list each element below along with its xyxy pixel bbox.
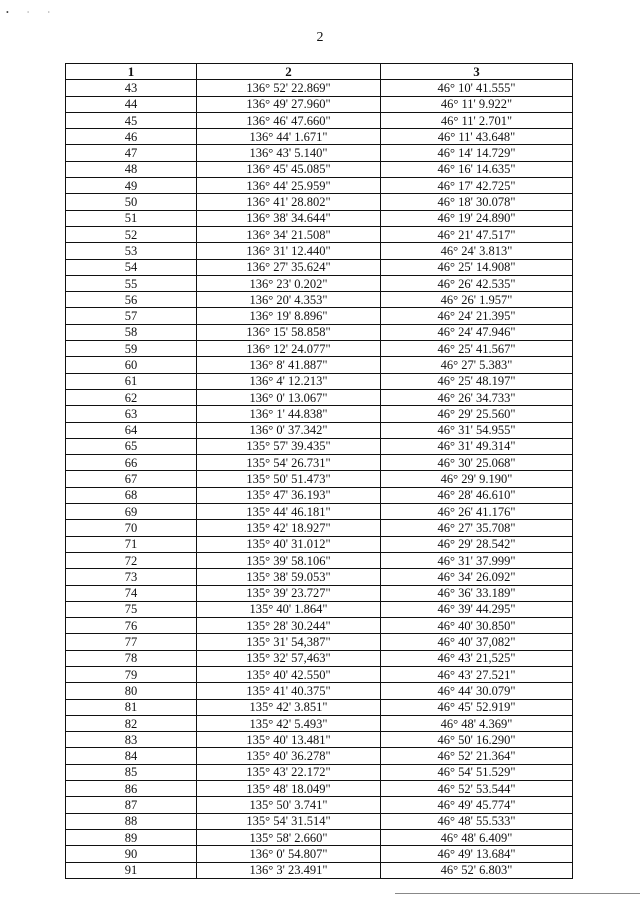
table-header-row xyxy=(66,64,573,80)
longitude-cell: 136° 20' 4.353" xyxy=(197,292,381,308)
table-row xyxy=(66,699,573,715)
point-number-cell: 67 xyxy=(66,471,197,487)
longitude-cell: 136° 15' 58.858" xyxy=(197,324,381,340)
table-row xyxy=(66,161,573,177)
scan-edge-line xyxy=(395,893,640,894)
latitude-cell: 46° 24' 47.946" xyxy=(381,324,573,340)
point-number-cell: 47 xyxy=(66,145,197,161)
point-number-cell: 85 xyxy=(66,764,197,780)
longitude-cell: 135° 57' 39.435" xyxy=(197,438,381,454)
point-number-cell: 54 xyxy=(66,259,197,275)
point-number-cell: 65 xyxy=(66,438,197,454)
latitude-cell: 46° 11' 2.701" xyxy=(381,112,573,128)
longitude-cell: 136° 27' 35.624" xyxy=(197,259,381,275)
table-row xyxy=(66,422,573,438)
point-number-cell: 57 xyxy=(66,308,197,324)
longitude-cell: 135° 42' 5.493" xyxy=(197,715,381,731)
latitude-cell: 46° 24' 21.395" xyxy=(381,308,573,324)
table-row xyxy=(66,666,573,682)
table-row xyxy=(66,520,573,536)
table-row xyxy=(66,585,573,601)
point-number-cell: 75 xyxy=(66,601,197,617)
point-number-cell: 90 xyxy=(66,846,197,862)
longitude-cell: 135° 42' 18.927" xyxy=(197,520,381,536)
point-number-cell: 84 xyxy=(66,748,197,764)
table-row xyxy=(66,650,573,666)
longitude-cell: 136° 0' 37.342" xyxy=(197,422,381,438)
column-header-point: 1 xyxy=(66,64,197,80)
latitude-cell: 46° 36' 33.189" xyxy=(381,585,573,601)
table-row xyxy=(66,455,573,471)
table-row xyxy=(66,226,573,242)
latitude-cell: 46° 52' 6.803" xyxy=(381,862,573,878)
point-number-cell: 73 xyxy=(66,569,197,585)
point-number-cell: 81 xyxy=(66,699,197,715)
longitude-cell: 135° 54' 31.514" xyxy=(197,813,381,829)
table-row xyxy=(66,275,573,291)
table-row xyxy=(66,732,573,748)
table-row xyxy=(66,846,573,862)
table-row xyxy=(66,145,573,161)
point-number-cell: 62 xyxy=(66,389,197,405)
table-row xyxy=(66,80,573,96)
table-row xyxy=(66,813,573,829)
longitude-cell: 136° 38' 34.644" xyxy=(197,210,381,226)
scan-specks: • · · xyxy=(6,8,59,17)
table-body xyxy=(66,80,573,879)
longitude-cell: 135° 40' 13.481" xyxy=(197,732,381,748)
page-number: 2 xyxy=(316,30,324,45)
longitude-cell: 136° 8' 41.887" xyxy=(197,357,381,373)
table-row xyxy=(66,748,573,764)
latitude-cell: 46° 27' 35.708" xyxy=(381,520,573,536)
point-number-cell: 51 xyxy=(66,210,197,226)
latitude-cell: 46° 43' 21,525" xyxy=(381,650,573,666)
table-row xyxy=(66,406,573,422)
point-number-cell: 72 xyxy=(66,552,197,568)
latitude-cell: 46° 54' 51.529" xyxy=(381,764,573,780)
latitude-cell: 46° 17' 42.725" xyxy=(381,178,573,194)
coordinates-table xyxy=(65,63,573,879)
table-row xyxy=(66,764,573,780)
latitude-cell: 46° 26' 1.957" xyxy=(381,292,573,308)
longitude-cell: 136° 31' 12.440" xyxy=(197,243,381,259)
table-row xyxy=(66,634,573,650)
latitude-cell: 46° 40' 30.850" xyxy=(381,618,573,634)
longitude-cell: 136° 44' 1.671" xyxy=(197,129,381,145)
longitude-cell: 136° 45' 45.085" xyxy=(197,161,381,177)
table-row xyxy=(66,129,573,145)
latitude-cell: 46° 29' 25.560" xyxy=(381,406,573,422)
table-row xyxy=(66,552,573,568)
longitude-cell: 135° 32' 57,463" xyxy=(197,650,381,666)
longitude-cell: 136° 19' 8.896" xyxy=(197,308,381,324)
latitude-cell: 46° 26' 34.733" xyxy=(381,389,573,405)
table-row xyxy=(66,829,573,845)
longitude-cell: 136° 0' 54.807" xyxy=(197,846,381,862)
longitude-cell: 136° 46' 47.660" xyxy=(197,112,381,128)
latitude-cell: 46° 26' 42.535" xyxy=(381,275,573,291)
point-number-cell: 43 xyxy=(66,80,197,96)
longitude-cell: 135° 58' 2.660" xyxy=(197,829,381,845)
latitude-cell: 46° 30' 25.068" xyxy=(381,455,573,471)
point-number-cell: 76 xyxy=(66,618,197,634)
latitude-cell: 46° 39' 44.295" xyxy=(381,601,573,617)
latitude-cell: 46° 21' 47.517" xyxy=(381,226,573,242)
table-row xyxy=(66,797,573,813)
table-row xyxy=(66,715,573,731)
latitude-cell: 46° 14' 14.729" xyxy=(381,145,573,161)
latitude-cell: 46° 26' 41.176" xyxy=(381,504,573,520)
point-number-cell: 78 xyxy=(66,650,197,666)
latitude-cell: 46° 48' 4.369" xyxy=(381,715,573,731)
point-number-cell: 87 xyxy=(66,797,197,813)
latitude-cell: 46° 31' 37.999" xyxy=(381,552,573,568)
table-row xyxy=(66,862,573,878)
latitude-cell: 46° 48' 55.533" xyxy=(381,813,573,829)
table-row xyxy=(66,194,573,210)
latitude-cell: 46° 49' 13.684" xyxy=(381,846,573,862)
point-number-cell: 50 xyxy=(66,194,197,210)
point-number-cell: 80 xyxy=(66,683,197,699)
point-number-cell: 66 xyxy=(66,455,197,471)
table-row xyxy=(66,357,573,373)
longitude-cell: 136° 4' 12.213" xyxy=(197,373,381,389)
point-number-cell: 55 xyxy=(66,275,197,291)
longitude-cell: 135° 50' 51.473" xyxy=(197,471,381,487)
point-number-cell: 89 xyxy=(66,829,197,845)
longitude-cell: 135° 31' 54,387" xyxy=(197,634,381,650)
longitude-cell: 136° 43' 5.140" xyxy=(197,145,381,161)
latitude-cell: 46° 52' 21.364" xyxy=(381,748,573,764)
latitude-cell: 46° 45' 52.919" xyxy=(381,699,573,715)
point-number-cell: 86 xyxy=(66,781,197,797)
latitude-cell: 46° 48' 6.409" xyxy=(381,829,573,845)
point-number-cell: 56 xyxy=(66,292,197,308)
longitude-cell: 135° 47' 36.193" xyxy=(197,487,381,503)
table-row xyxy=(66,781,573,797)
point-number-cell: 45 xyxy=(66,112,197,128)
longitude-cell: 135° 40' 31.012" xyxy=(197,536,381,552)
longitude-cell: 135° 40' 1.864" xyxy=(197,601,381,617)
longitude-cell: 136° 34' 21.508" xyxy=(197,226,381,242)
latitude-cell: 46° 18' 30.078" xyxy=(381,194,573,210)
table-row xyxy=(66,471,573,487)
longitude-cell: 135° 48' 18.049" xyxy=(197,781,381,797)
latitude-cell: 46° 24' 3.813" xyxy=(381,243,573,259)
longitude-cell: 136° 41' 28.802" xyxy=(197,194,381,210)
longitude-cell: 136° 12' 24.077" xyxy=(197,341,381,357)
longitude-cell: 135° 39' 23.727" xyxy=(197,585,381,601)
latitude-cell: 46° 11' 9.922" xyxy=(381,96,573,112)
table-row xyxy=(66,601,573,617)
point-number-cell: 64 xyxy=(66,422,197,438)
longitude-cell: 136° 23' 0.202" xyxy=(197,275,381,291)
longitude-cell: 136° 1' 44.838" xyxy=(197,406,381,422)
point-number-cell: 46 xyxy=(66,129,197,145)
longitude-cell: 135° 41' 40.375" xyxy=(197,683,381,699)
table-row xyxy=(66,96,573,112)
table-row xyxy=(66,210,573,226)
point-number-cell: 71 xyxy=(66,536,197,552)
point-number-cell: 59 xyxy=(66,341,197,357)
point-number-cell: 88 xyxy=(66,813,197,829)
latitude-cell: 46° 52' 53.544" xyxy=(381,781,573,797)
longitude-cell: 135° 38' 59.053" xyxy=(197,569,381,585)
table-row xyxy=(66,569,573,585)
table-row xyxy=(66,341,573,357)
point-number-cell: 79 xyxy=(66,666,197,682)
table-row xyxy=(66,504,573,520)
latitude-cell: 46° 31' 49.314" xyxy=(381,438,573,454)
longitude-cell: 135° 54' 26.731" xyxy=(197,455,381,471)
point-number-cell: 49 xyxy=(66,178,197,194)
point-number-cell: 74 xyxy=(66,585,197,601)
latitude-cell: 46° 11' 43.648" xyxy=(381,129,573,145)
latitude-cell: 46° 50' 16.290" xyxy=(381,732,573,748)
latitude-cell: 46° 49' 45.774" xyxy=(381,797,573,813)
longitude-cell: 135° 43' 22.172" xyxy=(197,764,381,780)
point-number-cell: 60 xyxy=(66,357,197,373)
latitude-cell: 46° 31' 54.955" xyxy=(381,422,573,438)
point-number-cell: 63 xyxy=(66,406,197,422)
longitude-cell: 136° 0' 13.067" xyxy=(197,389,381,405)
latitude-cell: 46° 10' 41.555" xyxy=(381,80,573,96)
latitude-cell: 46° 43' 27.521" xyxy=(381,666,573,682)
latitude-cell: 46° 34' 26.092" xyxy=(381,569,573,585)
point-number-cell: 58 xyxy=(66,324,197,340)
latitude-cell: 46° 29' 28.542" xyxy=(381,536,573,552)
table-row xyxy=(66,243,573,259)
longitude-cell: 136° 3' 23.491" xyxy=(197,862,381,878)
table-row xyxy=(66,308,573,324)
longitude-cell: 135° 39' 58.106" xyxy=(197,552,381,568)
longitude-cell: 136° 49' 27.960" xyxy=(197,96,381,112)
point-number-cell: 70 xyxy=(66,520,197,536)
latitude-cell: 46° 27' 5.383" xyxy=(381,357,573,373)
column-header-latitude: 3 xyxy=(381,64,573,80)
longitude-cell: 135° 40' 36.278" xyxy=(197,748,381,764)
point-number-cell: 48 xyxy=(66,161,197,177)
table-row xyxy=(66,683,573,699)
point-number-cell: 52 xyxy=(66,226,197,242)
point-number-cell: 83 xyxy=(66,732,197,748)
column-header-longitude: 2 xyxy=(197,64,381,80)
point-number-cell: 91 xyxy=(66,862,197,878)
point-number-cell: 69 xyxy=(66,504,197,520)
point-number-cell: 61 xyxy=(66,373,197,389)
table-row xyxy=(66,292,573,308)
longitude-cell: 135° 28' 30.244" xyxy=(197,618,381,634)
longitude-cell: 136° 52' 22.869" xyxy=(197,80,381,96)
longitude-cell: 135° 50' 3.741" xyxy=(197,797,381,813)
table-row xyxy=(66,373,573,389)
table-row xyxy=(66,324,573,340)
point-number-cell: 68 xyxy=(66,487,197,503)
latitude-cell: 46° 25' 14.908" xyxy=(381,259,573,275)
latitude-cell: 46° 40' 37,082" xyxy=(381,634,573,650)
table-row xyxy=(66,112,573,128)
point-number-cell: 82 xyxy=(66,715,197,731)
longitude-cell: 136° 44' 25.959" xyxy=(197,178,381,194)
table-row xyxy=(66,259,573,275)
point-number-cell: 77 xyxy=(66,634,197,650)
table-row xyxy=(66,618,573,634)
point-number-cell: 44 xyxy=(66,96,197,112)
latitude-cell: 46° 25' 41.567" xyxy=(381,341,573,357)
table-row xyxy=(66,178,573,194)
longitude-cell: 135° 40' 42.550" xyxy=(197,666,381,682)
table-row xyxy=(66,389,573,405)
latitude-cell: 46° 16' 14.635" xyxy=(381,161,573,177)
table-row xyxy=(66,487,573,503)
latitude-cell: 46° 29' 9.190" xyxy=(381,471,573,487)
point-number-cell: 53 xyxy=(66,243,197,259)
table-row xyxy=(66,438,573,454)
table-row xyxy=(66,536,573,552)
latitude-cell: 46° 25' 48.197" xyxy=(381,373,573,389)
longitude-cell: 135° 42' 3.851" xyxy=(197,699,381,715)
longitude-cell: 135° 44' 46.181" xyxy=(197,504,381,520)
latitude-cell: 46° 19' 24.890" xyxy=(381,210,573,226)
latitude-cell: 46° 44' 30.079" xyxy=(381,683,573,699)
latitude-cell: 46° 28' 46.610" xyxy=(381,487,573,503)
